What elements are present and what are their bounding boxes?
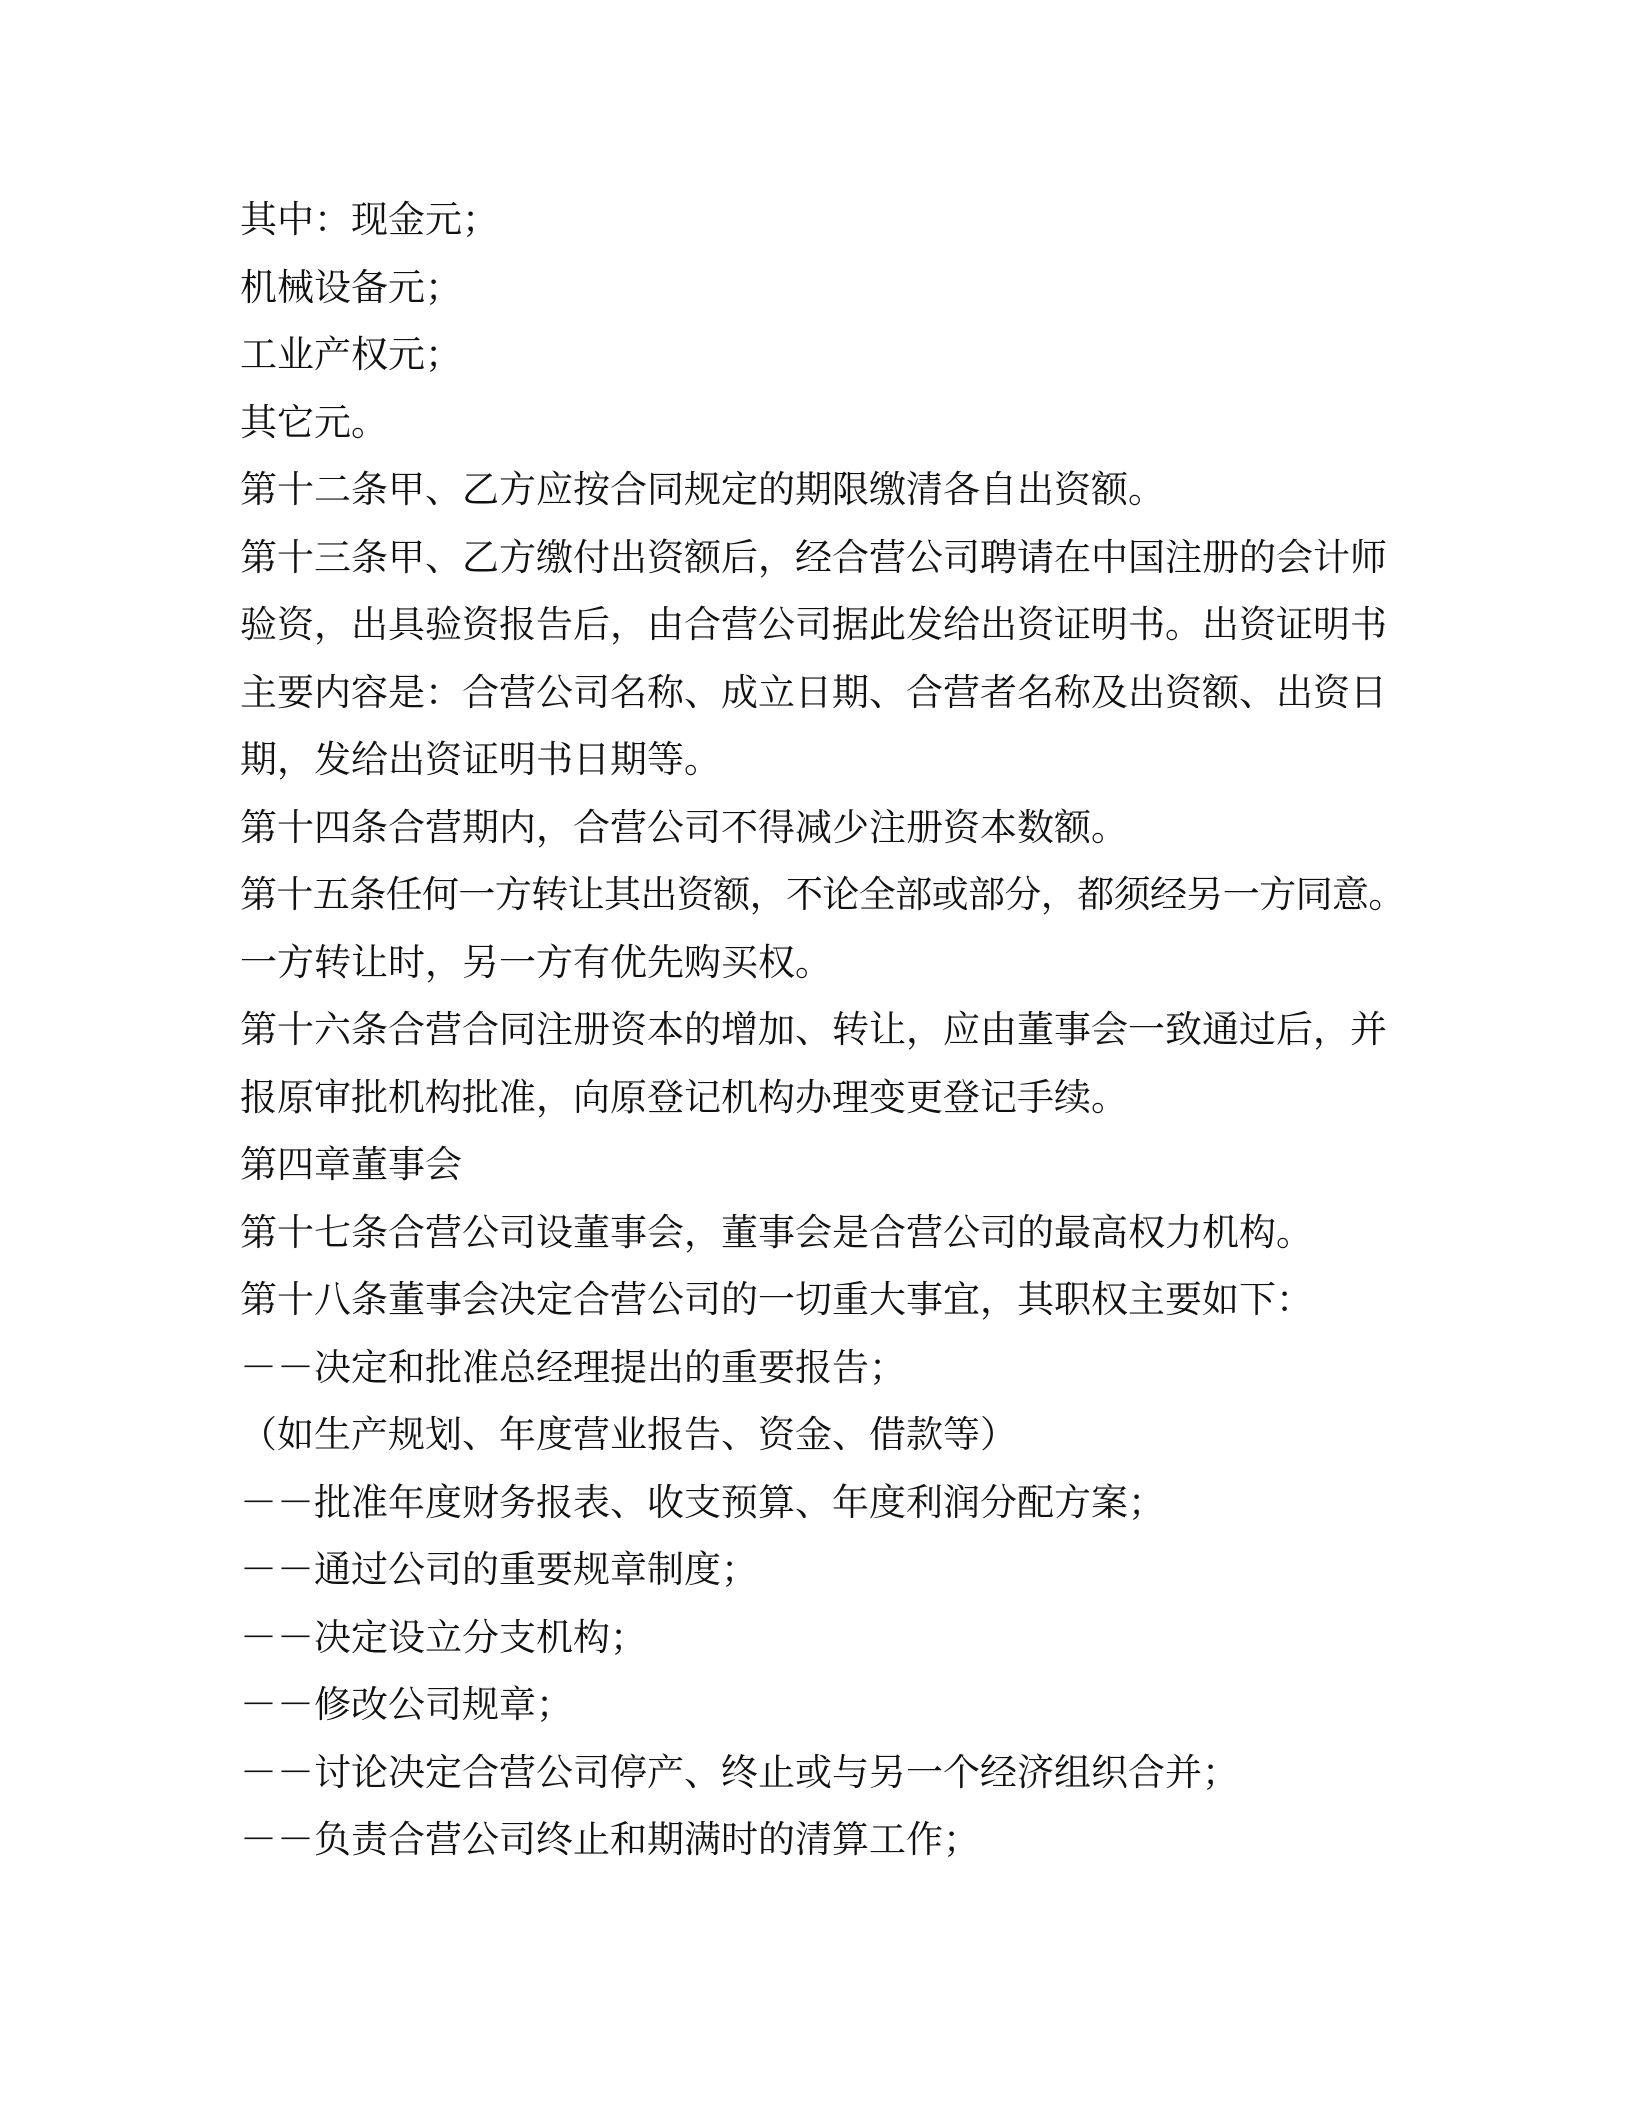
- text-line: 报原审批机构批准，向原登记机构办理变更登记手续。: [240, 1075, 1128, 1119]
- chapter-heading: 第四章董事会: [240, 1143, 462, 1186]
- article-12: 第十二条甲、乙方应按合同规定的期限缴清各自出资额。: [240, 468, 1165, 511]
- text-line: 其中：现金元；: [240, 198, 499, 241]
- article-16: 第十六条合营合同注册资本的增加、转让，应由董事会一致通过后，并: [240, 1008, 1387, 1051]
- text-line: 机械设备元；: [240, 265, 462, 309]
- list-item: －－负责合营公司终止和期满时的清算工作；: [240, 1818, 980, 1861]
- list-item-note: （如生产规划、年度营业报告、资金、借款等）: [240, 1413, 1017, 1456]
- list-item: －－修改公司规章；: [240, 1683, 573, 1726]
- article-15: 第十五条任何一方转让其出资额，不论全部或部分，都须经另一方同意。: [240, 873, 1405, 916]
- article-14: 第十四条合营期内，合营公司不得减少注册资本数额。: [240, 805, 1128, 849]
- article-17: 第十七条合营公司设董事会，董事会是合营公司的最高权力机构。: [240, 1210, 1313, 1254]
- article-18: 第十八条董事会决定合营公司的一切重大事宜，其职权主要如下：: [240, 1278, 1313, 1321]
- list-item: －－通过公司的重要规章制度；: [240, 1548, 758, 1591]
- text-line: 一方转让时，另一方有优先购买权。: [240, 940, 832, 984]
- list-item: －－决定和批准总经理提出的重要报告；: [240, 1345, 906, 1389]
- text-line: 其它元。: [240, 400, 388, 444]
- text-line: 工业产权元；: [240, 333, 462, 376]
- text-line: 期，发给出资证明书日期等。: [240, 738, 721, 781]
- article-13: 第十三条甲、乙方缴付出资额后，经合营公司聘请在中国注册的会计师: [240, 535, 1387, 579]
- text-line: 主要内容是：合营公司名称、成立日期、合营者名称及出资额、出资日: [240, 670, 1387, 714]
- list-item: －－决定设立分支机构；: [240, 1615, 647, 1659]
- list-item: －－批准年度财务报表、收支预算、年度利润分配方案；: [240, 1480, 1165, 1524]
- document-body: [240, 186, 1410, 1874]
- list-item: －－讨论决定合营公司停产、终止或与另一个经济组织合并；: [240, 1750, 1239, 1794]
- text-line: 验资，出具验资报告后，由合营公司据此发给出资证明书。出资证明书: [240, 603, 1387, 646]
